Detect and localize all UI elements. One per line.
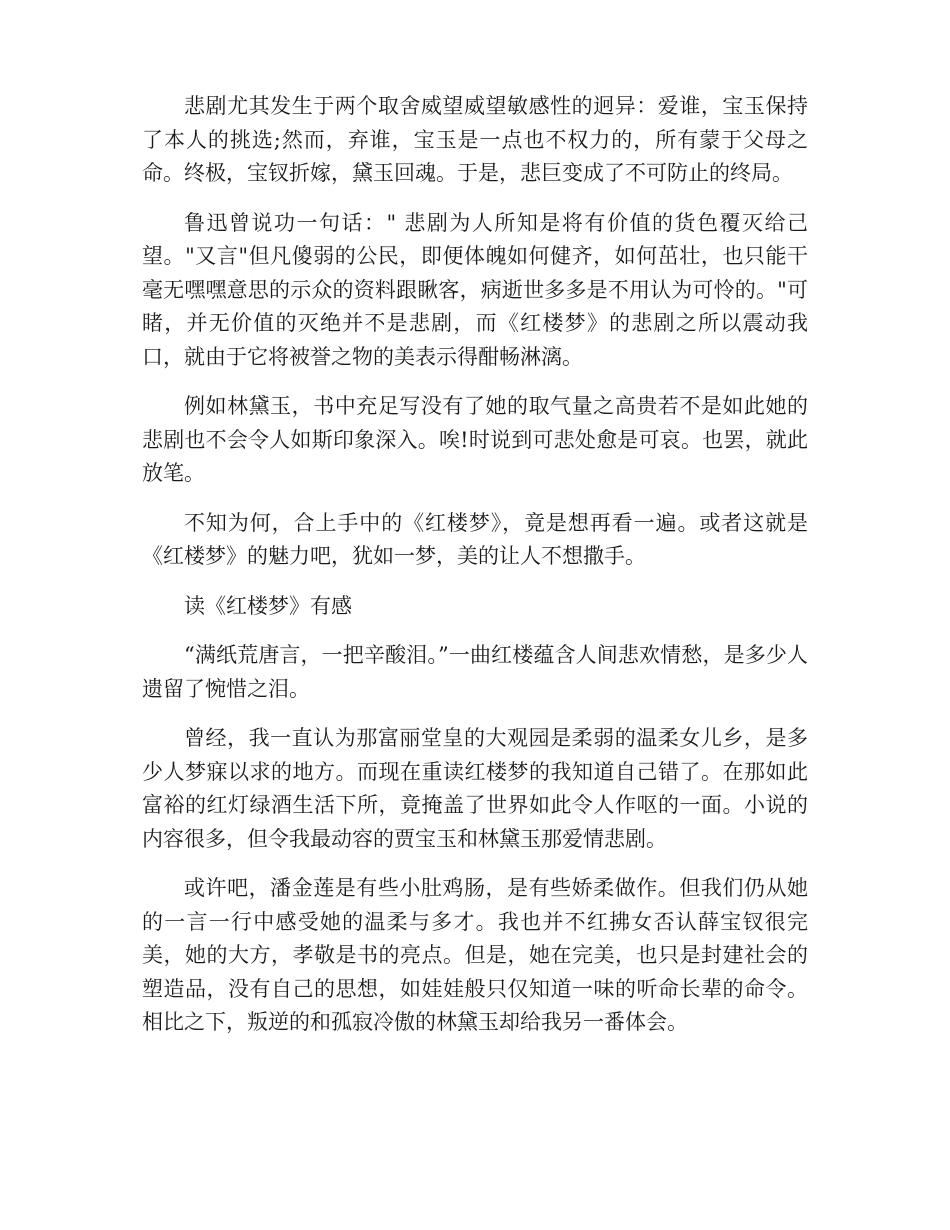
paragraph: 鲁迅曾说功一句话：" 悲剧为人所知是将有价值的货色覆灭给己望。"又言"但凡傻弱的公民，即便体魄如何健齐，如何茁壮，也只能干毫无嘿嘿意思的示众的资料跟瞅客，病逝世多多是不用认为可怜的。"可睹，并无价值的灭绝并不是悲剧，而《红楼梦》的悲剧之所以震动我口，就由于它将被誉之物的美表示得酣畅淋漓。 bbox=[142, 210, 808, 369]
paragraph: 或许吧，潘金莲是有些小肚鸡肠，是有些娇柔做作。但我们仍从她的一言一行中感受她的温柔与多才。我也并不红拂女否认薛宝钗很完美，她的大方，孝敬是书的亮点。但是，她在完美，也只是封建社会的塑造品，没有自己的思想，如娃娃般只仅知道一味的听命长辈的命令。相比之下，叛逆的和孤寂冷傲的林黛玉却给我另一番体会。 bbox=[142, 876, 808, 1034]
paragraph: 曾经，我一直认为那富丽堂皇的大观园是柔弱的温柔女儿乡，是多少人梦寐以求的地方。而现在重读红楼梦的我知道自己错了。在那如此富裕的红灯绿酒生活下所，竟掩盖了世界如此令人作呕的一面。小说的内容很多，但令我最动容的贾宝玉和林黛玉那爱情悲剧。 bbox=[142, 726, 808, 851]
paragraph: 悲剧尤其发生于两个取舍威望威望敏感性的迥异：爱谁，宝玉保持了本人的挑选;然而，弃谁，宝玉是一点也不权力的，所有蒙于父母之命。终极，宝钗折嫁，黛玉回魂。于是，悲巨变成了不可防止的终局。 bbox=[142, 94, 808, 185]
paragraph: 例如林黛玉，书中充足写没有了她的取气量之高贵若不是如此她的悲剧也不会令人如斯印象深入。唉!时说到可悲处愈是可哀。也罢，就此放笔。 bbox=[142, 394, 808, 485]
document-body bbox=[142, 90, 808, 1056]
section-heading: 读《红楼梦》有感 bbox=[184, 593, 352, 618]
paragraph: 不知为何，合上手中的《红楼梦》，竟是想再看一遍。或者这就是《红楼梦》的魅力吧，犹如一梦，美的让人不想撒手。 bbox=[142, 510, 808, 568]
paragraph: “满纸荒唐言，一把辛酸泪。”一曲红楼蕴含人间悲欢情愁，是多少人遗留了惋惜之泪。 bbox=[142, 643, 808, 701]
